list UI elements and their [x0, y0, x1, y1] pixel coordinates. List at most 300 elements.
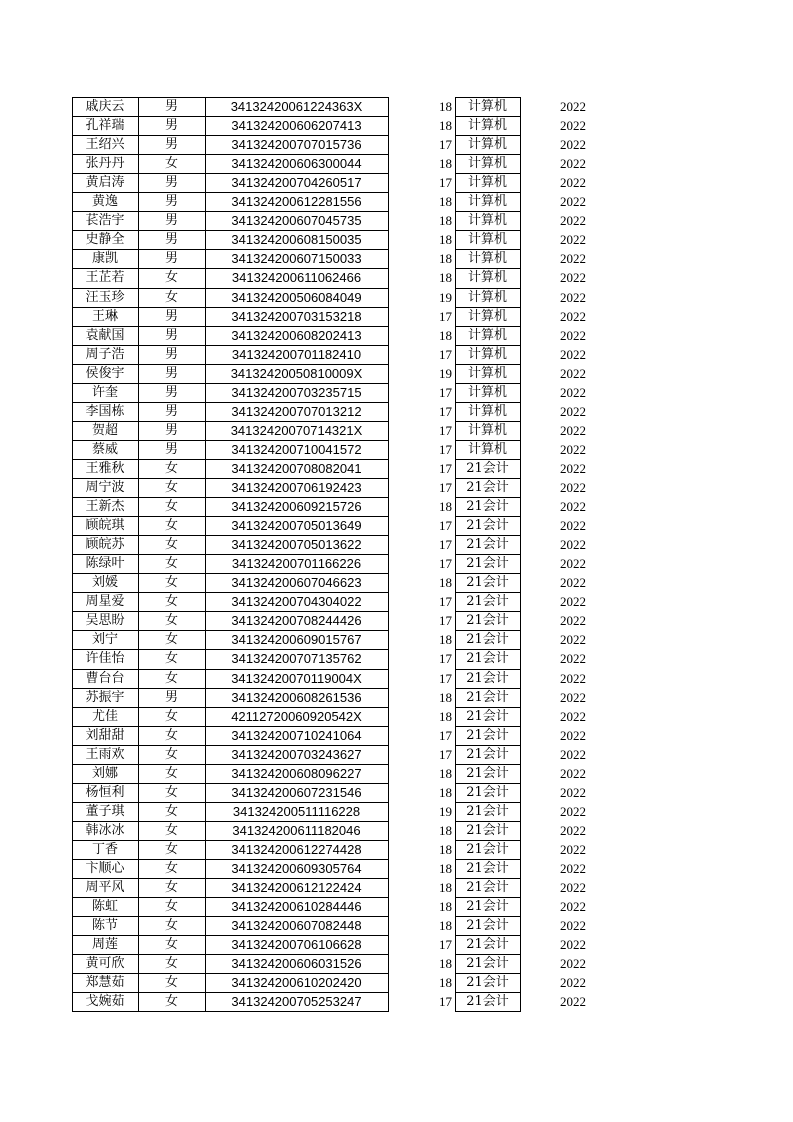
cell-age: 17: [439, 346, 452, 362]
cell-id-number: 341324200609305764: [231, 861, 362, 876]
cell-id-number: 341324200608150035: [231, 232, 362, 248]
cell-class: 21会计: [466, 803, 509, 819]
cell-class: 21会计: [466, 613, 509, 629]
cell-name: 许佳怡: [85, 651, 125, 667]
cell-name: 苌浩宇: [85, 213, 125, 229]
cell-class: 21会计: [466, 918, 509, 934]
cell-class: 21会计: [466, 880, 509, 896]
cell-name: 刘媛: [91, 575, 118, 591]
table-row: [0, 516, 793, 535]
cell-name: 陈绿叶: [85, 556, 125, 572]
cell-gender: 男: [164, 327, 178, 343]
table-row: [0, 973, 793, 992]
cell-name: 周宁波: [85, 480, 125, 495]
cell-age: 17: [439, 384, 452, 400]
cell-gender: 男: [164, 365, 178, 381]
cell-gender: 女: [164, 670, 178, 686]
cell-year: 2022: [560, 384, 586, 400]
table-row: [0, 535, 793, 554]
cell-gender: 女: [164, 861, 178, 876]
cell-name: 张丹丹: [85, 156, 125, 172]
table-row: [0, 497, 793, 516]
table-row: [0, 992, 793, 1011]
cell-age: 17: [439, 441, 452, 457]
cell-year: 2022: [560, 480, 586, 495]
cell-class: 21会计: [466, 518, 509, 534]
cell-class: 21会计: [466, 994, 509, 1010]
cell-class: 21会计: [466, 556, 509, 572]
cell-name: 顾皖苏: [85, 537, 125, 553]
table-row: [0, 249, 793, 268]
cell-year: 2022: [560, 441, 586, 457]
cell-id-number: 341324200710041572: [231, 441, 362, 457]
cell-year: 2022: [560, 975, 586, 991]
cell-gender: 女: [164, 822, 178, 838]
cell-name: 刘娜: [91, 765, 118, 781]
cell-id-number: 34132420050810009X: [230, 365, 363, 381]
cell-age: 17: [439, 308, 452, 324]
cell-id-number: 341324200612122424: [231, 880, 362, 896]
cell-year: 2022: [560, 861, 586, 876]
cell-name: 郑慧茹: [85, 975, 125, 991]
table-row: [0, 611, 793, 630]
cell-age: 18: [439, 194, 452, 210]
cell-year: 2022: [560, 232, 586, 248]
cell-id-number: 341324200708082041: [231, 460, 362, 476]
table-row: [0, 154, 793, 173]
cell-name: 尤佳: [91, 708, 118, 724]
cell-gender: 女: [164, 594, 178, 610]
table-row: [0, 783, 793, 802]
cell-class: 21会计: [466, 822, 509, 838]
cell-gender: 男: [164, 194, 178, 210]
table-row: [0, 840, 793, 859]
cell-class: 计算机: [467, 156, 507, 172]
cell-name: 汪玉珍: [85, 289, 125, 305]
cell-gender: 男: [164, 118, 178, 134]
cell-id-number: 341324200610284446: [231, 899, 362, 915]
cell-gender: 女: [164, 613, 178, 629]
cell-year: 2022: [560, 403, 586, 419]
cell-year: 2022: [560, 918, 586, 934]
cell-class: 计算机: [467, 346, 507, 362]
cell-class: 21会计: [466, 460, 509, 476]
cell-class: 21会计: [466, 937, 509, 953]
cell-class: 计算机: [467, 384, 507, 400]
cell-year: 2022: [560, 289, 586, 305]
cell-gender: 女: [164, 956, 178, 972]
cell-gender: 女: [164, 632, 178, 648]
cell-gender: 女: [164, 460, 178, 476]
cell-id-number: 341324200707135762: [231, 651, 362, 667]
cell-id-number: 341324200606207413: [231, 118, 362, 134]
cell-id-number: 341324200511116228: [232, 803, 361, 819]
cell-class: 计算机: [467, 251, 507, 267]
cell-age: 18: [439, 270, 452, 286]
cell-year: 2022: [560, 899, 586, 915]
cell-age: 19: [439, 803, 452, 819]
cell-age: 18: [439, 118, 452, 134]
table-row: [0, 440, 793, 459]
table-row: [0, 97, 793, 116]
cell-class: 21会计: [466, 765, 509, 781]
cell-name: 袁献国: [85, 327, 125, 343]
cell-class: 21会计: [466, 632, 509, 648]
cell-gender: 女: [164, 803, 178, 819]
cell-name: 黄逸: [91, 194, 118, 210]
cell-name: 苏振宇: [85, 689, 125, 705]
table-row: [0, 554, 793, 573]
table-row: [0, 364, 793, 383]
cell-id-number: 341324200506084049: [231, 289, 362, 305]
cell-id-number: 341324200710241064: [231, 727, 362, 743]
cell-name: 丁香: [91, 841, 118, 857]
cell-age: 17: [439, 556, 452, 572]
cell-year: 2022: [560, 346, 586, 362]
cell-age: 17: [439, 518, 452, 534]
cell-age: 18: [439, 708, 452, 724]
cell-name: 蔡威: [91, 441, 118, 457]
cell-year: 2022: [560, 365, 586, 381]
cell-id-number: 341324200609215726: [231, 499, 362, 515]
cell-class: 计算机: [467, 232, 507, 248]
cell-age: 17: [439, 937, 452, 953]
cell-age: 18: [439, 232, 452, 248]
table-row: [0, 211, 793, 230]
table-row: [0, 116, 793, 135]
cell-name: 史静全: [85, 232, 125, 248]
cell-gender: 男: [164, 441, 178, 457]
cell-class: 21会计: [466, 841, 509, 857]
cell-class: 21会计: [466, 689, 509, 705]
cell-gender: 女: [164, 975, 178, 991]
cell-class: 计算机: [467, 441, 507, 457]
cell-name: 杨恒利: [85, 784, 125, 800]
table-row: [0, 459, 793, 478]
cell-class: 计算机: [467, 175, 507, 191]
cell-age: 19: [439, 365, 452, 381]
cell-class: 计算机: [467, 213, 507, 229]
cell-name: 黄可欣: [85, 956, 125, 972]
cell-age: 17: [439, 460, 452, 476]
cell-class: 21会计: [466, 575, 509, 591]
cell-age: 18: [439, 156, 452, 172]
cell-id-number: 341324200607150033: [231, 251, 362, 267]
cell-age: 18: [439, 861, 452, 876]
cell-id-number: 341324200608202413: [231, 327, 362, 343]
cell-class: 计算机: [467, 194, 507, 210]
table-row: [0, 592, 793, 611]
cell-age: 18: [439, 327, 452, 343]
table-row: [0, 173, 793, 192]
cell-age: 18: [439, 880, 452, 896]
table-row: [0, 707, 793, 726]
table-row: [0, 230, 793, 249]
cell-id-number: 341324200705253247: [231, 994, 362, 1010]
cell-name: 韩冰冰: [85, 822, 125, 838]
cell-year: 2022: [560, 765, 586, 781]
cell-name: 周平风: [85, 880, 125, 896]
cell-class: 21会计: [466, 708, 509, 724]
cell-year: 2022: [560, 137, 586, 153]
cell-class: 21会计: [466, 499, 509, 515]
cell-age: 18: [439, 251, 452, 267]
cell-age: 18: [439, 975, 452, 991]
table-row: [0, 345, 793, 364]
cell-age: 17: [439, 537, 452, 553]
cell-id-number: 34132420070714321X: [230, 422, 363, 438]
cell-year: 2022: [560, 841, 586, 857]
cell-class: 21会计: [466, 727, 509, 743]
table-row: [0, 745, 793, 764]
cell-age: 18: [439, 499, 452, 515]
cell-class: 21会计: [466, 899, 509, 915]
cell-name: 王雅秋: [85, 460, 125, 476]
cell-gender: 女: [164, 480, 178, 495]
cell-name: 戚庆云: [85, 99, 125, 114]
cell-gender: 女: [164, 708, 178, 724]
cell-year: 2022: [560, 708, 586, 724]
cell-age: 17: [439, 422, 452, 438]
cell-id-number: 341324200708244426: [231, 613, 362, 629]
cell-name: 黄启涛: [85, 175, 125, 191]
table-row: [0, 402, 793, 421]
cell-year: 2022: [560, 194, 586, 210]
cell-name: 周子浩: [85, 346, 125, 362]
table-row: [0, 859, 793, 878]
cell-id-number: 341324200607046623: [231, 575, 362, 591]
table-row: [0, 688, 793, 707]
cell-gender: 女: [164, 289, 178, 305]
cell-age: 17: [439, 613, 452, 629]
cell-id-number: 34132420061224363X: [230, 99, 363, 114]
cell-name: 周星爱: [85, 594, 125, 610]
cell-name: 戈婉茹: [85, 994, 125, 1010]
cell-gender: 男: [164, 346, 178, 362]
cell-year: 2022: [560, 118, 586, 134]
cell-age: 17: [439, 727, 452, 743]
table-row: [0, 764, 793, 783]
cell-class: 计算机: [467, 403, 507, 419]
cell-name: 刘甜甜: [85, 727, 125, 743]
cell-name: 王新杰: [85, 499, 125, 515]
table-row: [0, 326, 793, 345]
cell-id-number: 341324200704304022: [231, 594, 362, 610]
cell-id-number: 341324200703153218: [231, 308, 362, 324]
cell-name: 王芷若: [85, 270, 125, 286]
cell-gender: 男: [164, 213, 178, 229]
cell-id-number: 341324200707015736: [231, 137, 362, 153]
cell-age: 17: [439, 670, 452, 686]
cell-name: 孔祥瑞: [85, 118, 125, 134]
cell-year: 2022: [560, 937, 586, 953]
cell-year: 2022: [560, 632, 586, 648]
table-row: [0, 954, 793, 973]
cell-year: 2022: [560, 880, 586, 896]
cell-class: 21会计: [466, 651, 509, 667]
cell-age: 18: [439, 918, 452, 934]
cell-id-number: 341324200607231546: [231, 784, 362, 800]
cell-year: 2022: [560, 822, 586, 838]
table-row: [0, 135, 793, 154]
cell-year: 2022: [560, 594, 586, 610]
cell-year: 2022: [560, 175, 586, 191]
cell-year: 2022: [560, 613, 586, 629]
cell-year: 2022: [560, 575, 586, 591]
cell-id-number: 341324200612274428: [231, 841, 362, 857]
cell-class: 21会计: [466, 956, 509, 972]
cell-id-number: 341324200608096227: [231, 765, 362, 781]
cell-gender: 男: [164, 232, 178, 248]
cell-id-number: 341324200703235715: [231, 384, 362, 400]
cell-id-number: 341324200701182410: [231, 346, 362, 362]
cell-year: 2022: [560, 156, 586, 172]
cell-year: 2022: [560, 422, 586, 438]
cell-gender: 男: [164, 99, 178, 114]
cell-age: 17: [439, 746, 452, 762]
cell-gender: 女: [164, 575, 178, 591]
cell-gender: 男: [164, 308, 178, 324]
cell-age: 17: [439, 594, 452, 610]
cell-id-number: 42112720060920542X: [231, 708, 362, 724]
cell-gender: 女: [164, 727, 178, 743]
table-row: [0, 383, 793, 402]
cell-class: 计算机: [467, 270, 507, 286]
cell-class: 21会计: [466, 975, 509, 991]
cell-id-number: 341324200705013649: [231, 518, 362, 534]
cell-name: 吴思盼: [85, 613, 125, 629]
cell-id-number: 341324200607045735: [231, 213, 362, 229]
cell-class: 计算机: [467, 327, 507, 343]
cell-id-number: 341324200611062466: [231, 270, 362, 286]
cell-class: 计算机: [467, 118, 507, 134]
cell-gender: 女: [164, 841, 178, 857]
cell-year: 2022: [560, 270, 586, 286]
cell-name: 卞顺心: [85, 861, 125, 876]
cell-id-number: 341324200706192423: [231, 480, 362, 495]
cell-name: 刘宁: [91, 632, 118, 648]
table-row: [0, 192, 793, 211]
cell-gender: 男: [164, 251, 178, 267]
cell-name: 侯俊宇: [85, 365, 125, 381]
table-row: [0, 421, 793, 440]
cell-name: 李国栋: [85, 403, 125, 419]
cell-year: 2022: [560, 689, 586, 705]
cell-age: 17: [439, 480, 452, 495]
cell-age: 18: [439, 822, 452, 838]
cell-year: 2022: [560, 308, 586, 324]
cell-id-number: 341324200704260517: [231, 175, 362, 191]
cell-gender: 女: [164, 765, 178, 781]
cell-id-number: 34132420070119004X: [231, 670, 362, 686]
cell-year: 2022: [560, 518, 586, 534]
cell-id-number: 341324200609015767: [231, 632, 362, 648]
cell-year: 2022: [560, 251, 586, 267]
cell-name: 陈节: [91, 918, 118, 934]
cell-id-number: 341324200611182046: [232, 822, 361, 838]
table-row: [0, 478, 793, 497]
table-row: [0, 726, 793, 745]
cell-name: 贺超: [91, 422, 118, 438]
cell-age: 18: [439, 899, 452, 915]
table-row: [0, 669, 793, 688]
cell-gender: 女: [164, 937, 178, 953]
cell-name: 曹台台: [85, 670, 125, 686]
cell-class: 计算机: [467, 137, 507, 153]
table-row: [0, 878, 793, 897]
cell-gender: 男: [164, 384, 178, 400]
cell-age: 18: [439, 689, 452, 705]
cell-id-number: 341324200703243627: [231, 746, 362, 762]
table-row: [0, 630, 793, 649]
cell-id-number: 341324200606031526: [231, 956, 362, 972]
cell-year: 2022: [560, 556, 586, 572]
cell-year: 2022: [560, 213, 586, 229]
cell-name: 陈虹: [91, 899, 118, 915]
cell-gender: 男: [164, 689, 178, 705]
cell-gender: 女: [164, 880, 178, 896]
cell-name: 康凯: [91, 251, 118, 267]
cell-class: 21会计: [466, 480, 509, 495]
cell-age: 17: [439, 137, 452, 153]
cell-class: 21会计: [466, 594, 509, 610]
cell-age: 18: [439, 841, 452, 857]
cell-year: 2022: [560, 746, 586, 762]
cell-name: 周莲: [91, 937, 118, 953]
cell-age: 18: [439, 765, 452, 781]
cell-class: 21会计: [466, 784, 509, 800]
table-row: [0, 268, 793, 287]
table-row: [0, 573, 793, 592]
cell-gender: 女: [164, 651, 178, 667]
cell-class: 计算机: [467, 308, 507, 324]
cell-gender: 女: [164, 499, 178, 515]
cell-gender: 男: [164, 137, 178, 153]
cell-gender: 男: [164, 175, 178, 191]
cell-year: 2022: [560, 460, 586, 476]
cell-gender: 女: [164, 537, 178, 553]
cell-id-number: 341324200610202420: [231, 975, 362, 991]
cell-age: 18: [439, 784, 452, 800]
cell-class: 计算机: [467, 365, 507, 381]
cell-gender: 女: [164, 556, 178, 572]
table-row: [0, 935, 793, 954]
cell-id-number: 341324200706106628: [231, 937, 362, 953]
cell-class: 21会计: [466, 746, 509, 762]
cell-year: 2022: [560, 99, 586, 114]
cell-name: 许奎: [91, 384, 118, 400]
table-row: [0, 821, 793, 840]
cell-class: 21会计: [466, 537, 509, 553]
cell-id-number: 341324200705013622: [231, 537, 362, 553]
table-row: [0, 307, 793, 326]
cell-year: 2022: [560, 727, 586, 743]
cell-year: 2022: [560, 651, 586, 667]
table-row: [0, 897, 793, 916]
cell-age: 17: [439, 651, 452, 667]
table-row: [0, 288, 793, 307]
cell-gender: 女: [164, 899, 178, 915]
cell-year: 2022: [560, 994, 586, 1010]
cell-gender: 女: [164, 518, 178, 534]
cell-id-number: 341324200606300044: [231, 156, 362, 172]
cell-class: 计算机: [467, 422, 507, 438]
cell-age: 17: [439, 403, 452, 419]
cell-year: 2022: [560, 499, 586, 515]
cell-class: 21会计: [466, 861, 509, 876]
cell-gender: 男: [164, 403, 178, 419]
cell-name: 王雨欢: [85, 746, 125, 762]
